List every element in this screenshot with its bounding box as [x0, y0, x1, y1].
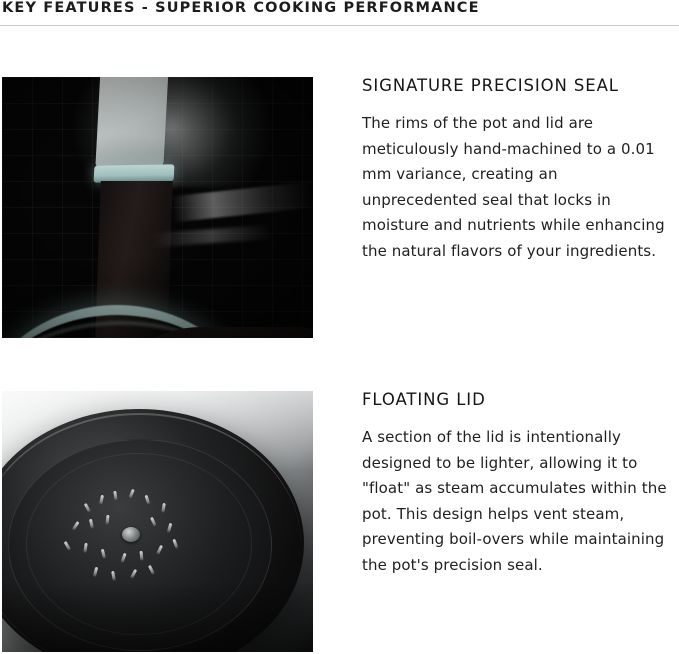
- feature-row: [0, 391, 679, 652]
- feature-text-block: [362, 391, 677, 578]
- image-shadow-gradient: [2, 582, 313, 652]
- image-vignette: [2, 77, 313, 338]
- feature-body: The rims of the pot and lid are meticulously hand-machined to a 0.01 mm variance, creating an unprecedented seal that locks in moisture and nutrients while enhancing the natural flavors of your ingredients.: [362, 114, 665, 260]
- section-header: [0, 0, 679, 26]
- header-divider: [0, 25, 679, 26]
- page-title: KEY FEATURES - SUPERIOR COOKING PERFORMANCE: [2, 0, 480, 16]
- feature-row: [0, 77, 679, 338]
- feature-text-block: [362, 77, 677, 264]
- feature-image-precision-seal: [2, 77, 313, 338]
- feature-body: A section of the lid is intentionally designed to be lighter, allowing it to "float" as steam accumulates within the pot. This design helps vent steam, preventing boil-overs while maintaining the pot's precision seal.: [362, 428, 667, 574]
- feature-title: SIGNATURE PRECISION SEAL: [362, 76, 619, 95]
- feature-image-floating-lid: [2, 391, 313, 652]
- lid-center-knob: [122, 527, 140, 542]
- feature-title: FLOATING LID: [362, 390, 486, 409]
